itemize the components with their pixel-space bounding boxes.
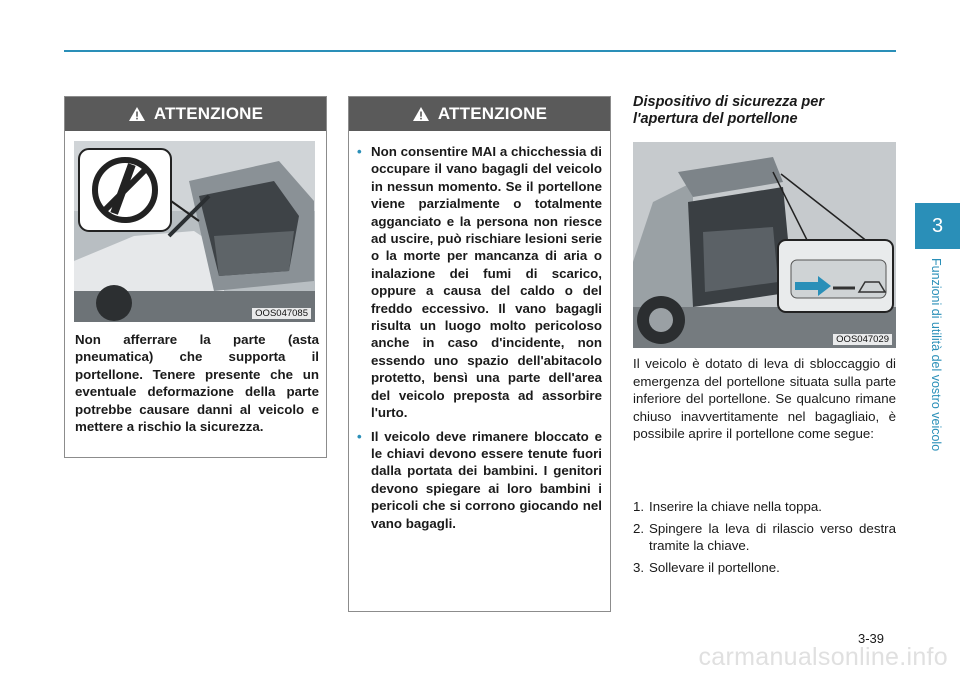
bullet-dot: • [357,144,362,159]
warning-text: Non afferrare la parte (asta pneumatica) che supporta il portellone. Tenere presente che un eventuale deformazione della parte potrebbe causare danni al veicolo e mettere a rischio la sicurezza. [75,332,319,435]
steps-list [633,498,896,580]
step-number: 1. [633,499,645,514]
intro-paragraph: Il veicolo è dotato di leva di sbloccaggio di emergenza del portellone situata sulla parte inferiore del portellone. Se qualcuno rimane chiuso inavvertitamente nel bagagliaio, è possibile aprire il portellone come segue: [633,356,896,442]
step-item [633,498,896,516]
chapter-title: Funzioni di utilità del vostro veicolo [929,258,943,452]
tailgate-strut-photo [74,141,315,322]
photo-code: OOS047029 [833,334,892,345]
chapter-tab: 3 [915,203,960,249]
warning-bullet-text: Il veicolo deve rimanere bloccato e le chiavi devono essere tenute fuori dalla portata dei bambini. I genitori devono spiegare ai loro bambini i pericoli che si corrono giocando nel vano bagagli. [371,428,602,531]
page-number: 3-39 [858,631,885,646]
warning-triangle-icon [128,106,146,122]
warning-triangle-icon [412,106,430,122]
warning-header-label: ATTENZIONE [153,104,264,123]
warning-bullet-text: Non consentire MAI a chicchessia di occupare il vano bagagli del veicolo in nessun momento. Se il portellone viene parzialmente o totalmente agganciato e la persona non riesce ad uscire, può rischiare lesioni serie o la morte per mancanza di aria o inalazione dei fumi di scarico, oppure a causa del caldo o del freddo eccessivo. Il vano bagagli risulta un luogo molto pericoloso anche in caso d'incidente, non essendo uno spazio dell'abitacolo protetto, bensì una parte dell'area del veicolo preposta ad assorbire l'urto. [371,144,602,421]
warning-bullet [357,143,602,422]
warning-bullet-list [357,143,602,538]
warning-box-left [64,96,327,458]
emergency-release-photo [633,142,896,348]
watermark: carmanualsonline.info [698,643,948,671]
step-text: Spingere la leva di rilascio verso destra tramite la chiave. [649,520,896,554]
warning-bullet [357,428,602,532]
step-text: Inserire la chiave nella toppa. [649,499,822,514]
top-rule [64,50,896,52]
warning-header [349,97,610,131]
chapter-title-vertical [926,258,946,490]
photo-code: OOS047085 [252,308,311,319]
step-item [633,520,896,555]
step-text: Sollevare il portellone. [649,559,780,575]
warning-box-middle [348,96,611,612]
bullet-dot: • [357,428,362,444]
warning-header [65,97,326,131]
section-title-line: l'apertura del portellone [633,111,798,127]
step-item [633,559,896,577]
section-title [633,94,896,128]
step-number: 2. [633,520,645,536]
section-title-line: Dispositivo di sicurezza per [633,94,824,110]
step-number: 3. [633,559,645,575]
warning-header-label: ATTENZIONE [437,104,548,123]
